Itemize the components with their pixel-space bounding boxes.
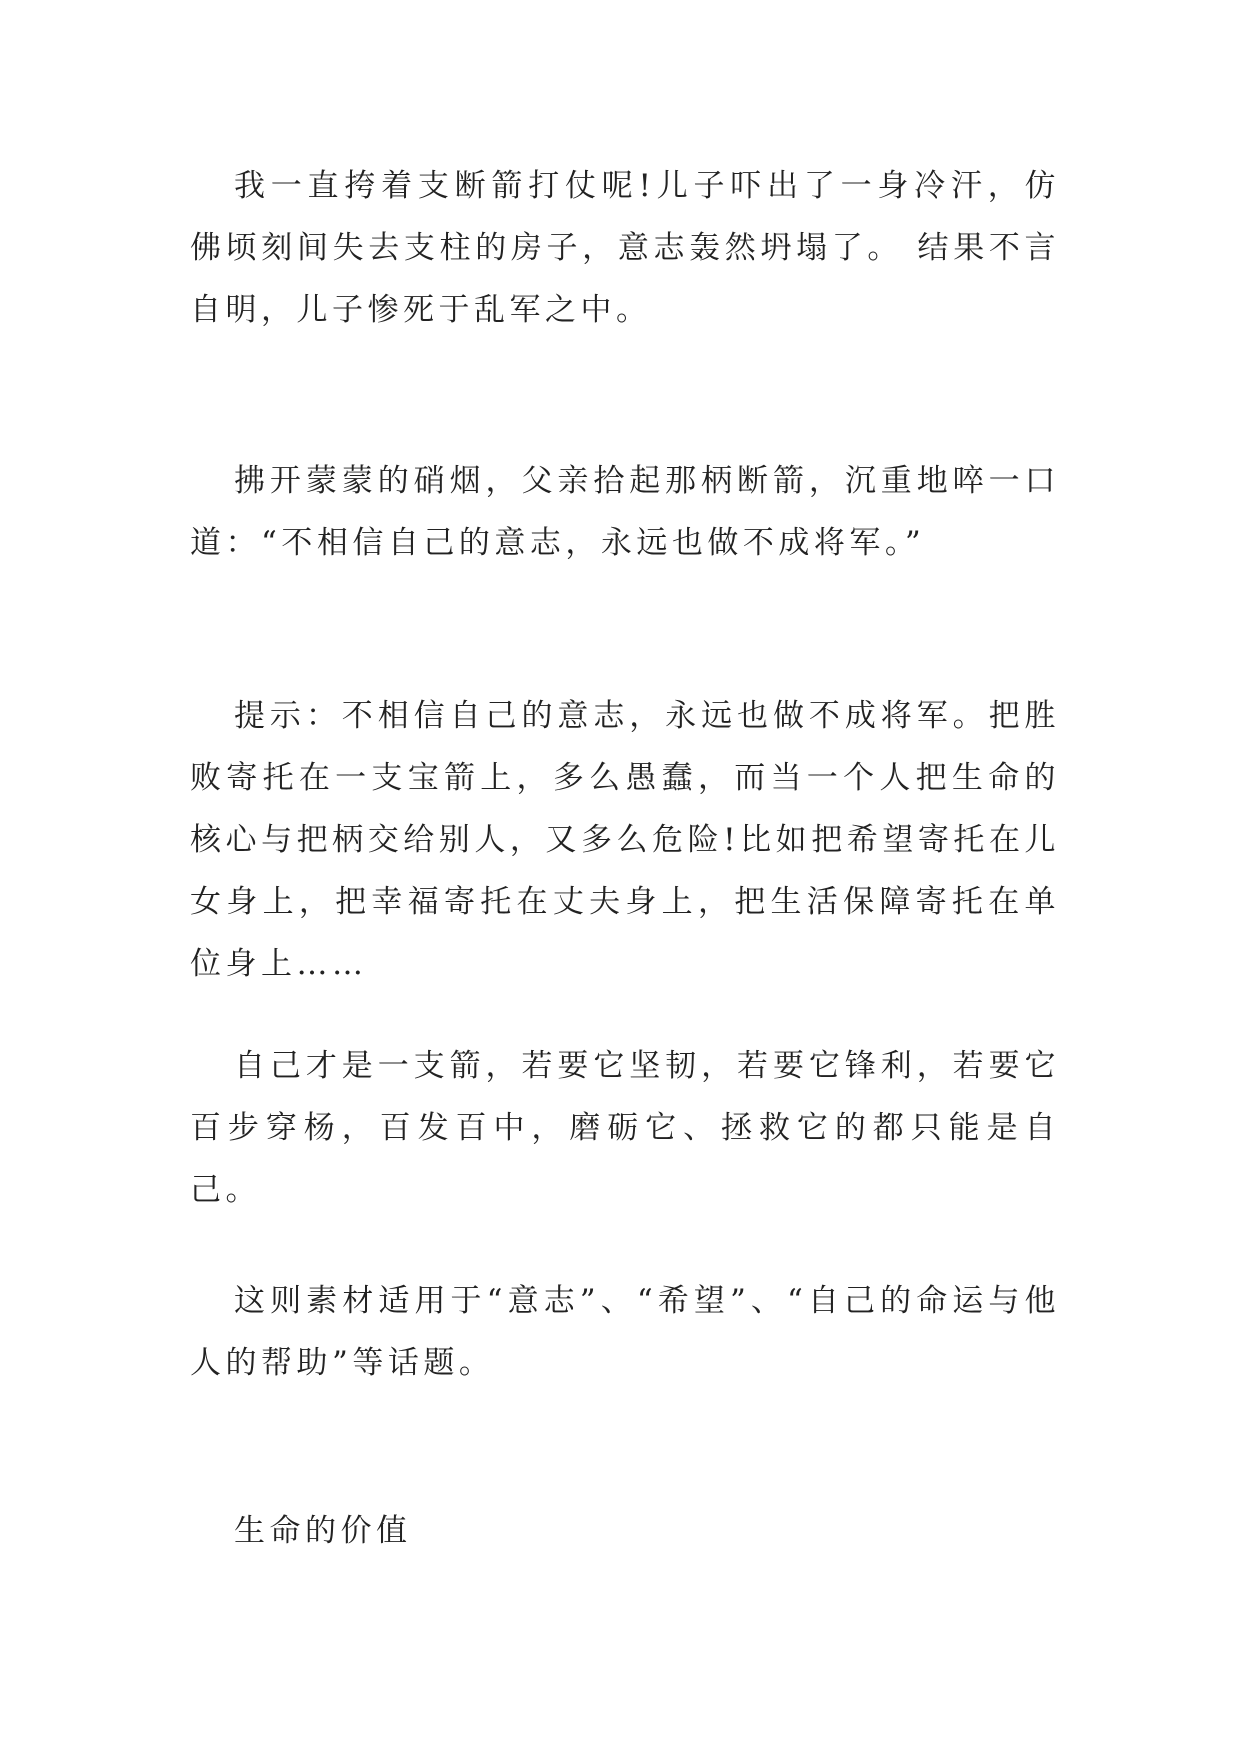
section-heading-value-of-life: 生命的价值 bbox=[234, 1513, 412, 1549]
paragraph-father-quote: 拂开蒙蒙的硝烟，父亲拾起那柄断箭，沉重地啐一口道：“不相信自己的意志，永远也做不成将军。” bbox=[190, 463, 1060, 561]
paragraph-topic-usage: 这则素材适用于“意志”、“希望”、“自己的命运与他人的帮助”等话题。 bbox=[190, 1283, 1060, 1381]
paragraph-self-is-arrow: 自己才是一支箭，若要它坚韧，若要它锋利，若要它百步穿杨，百发百中，磨砺它、拯救它的都只能是自己。 bbox=[190, 1048, 1060, 1208]
paragraph-broken-arrow-ending: 我一直挎着支断箭打仗呢!儿子吓出了一身冷汗，仿佛顷刻间失去支柱的房子，意志轰然坍塌了。 结果不言自明，儿子惨死于乱军之中。 bbox=[190, 168, 1060, 328]
paragraph-hint: 提示：不相信自己的意志，永远也做不成将军。把胜败寄托在一支宝箭上，多么愚蠢，而当一个人把生命的核心与把柄交给别人，又多么危险!比如把希望寄托在儿女身上，把幸福寄托在丈夫身上，把生活保障寄托在单位身上…… bbox=[190, 698, 1060, 982]
